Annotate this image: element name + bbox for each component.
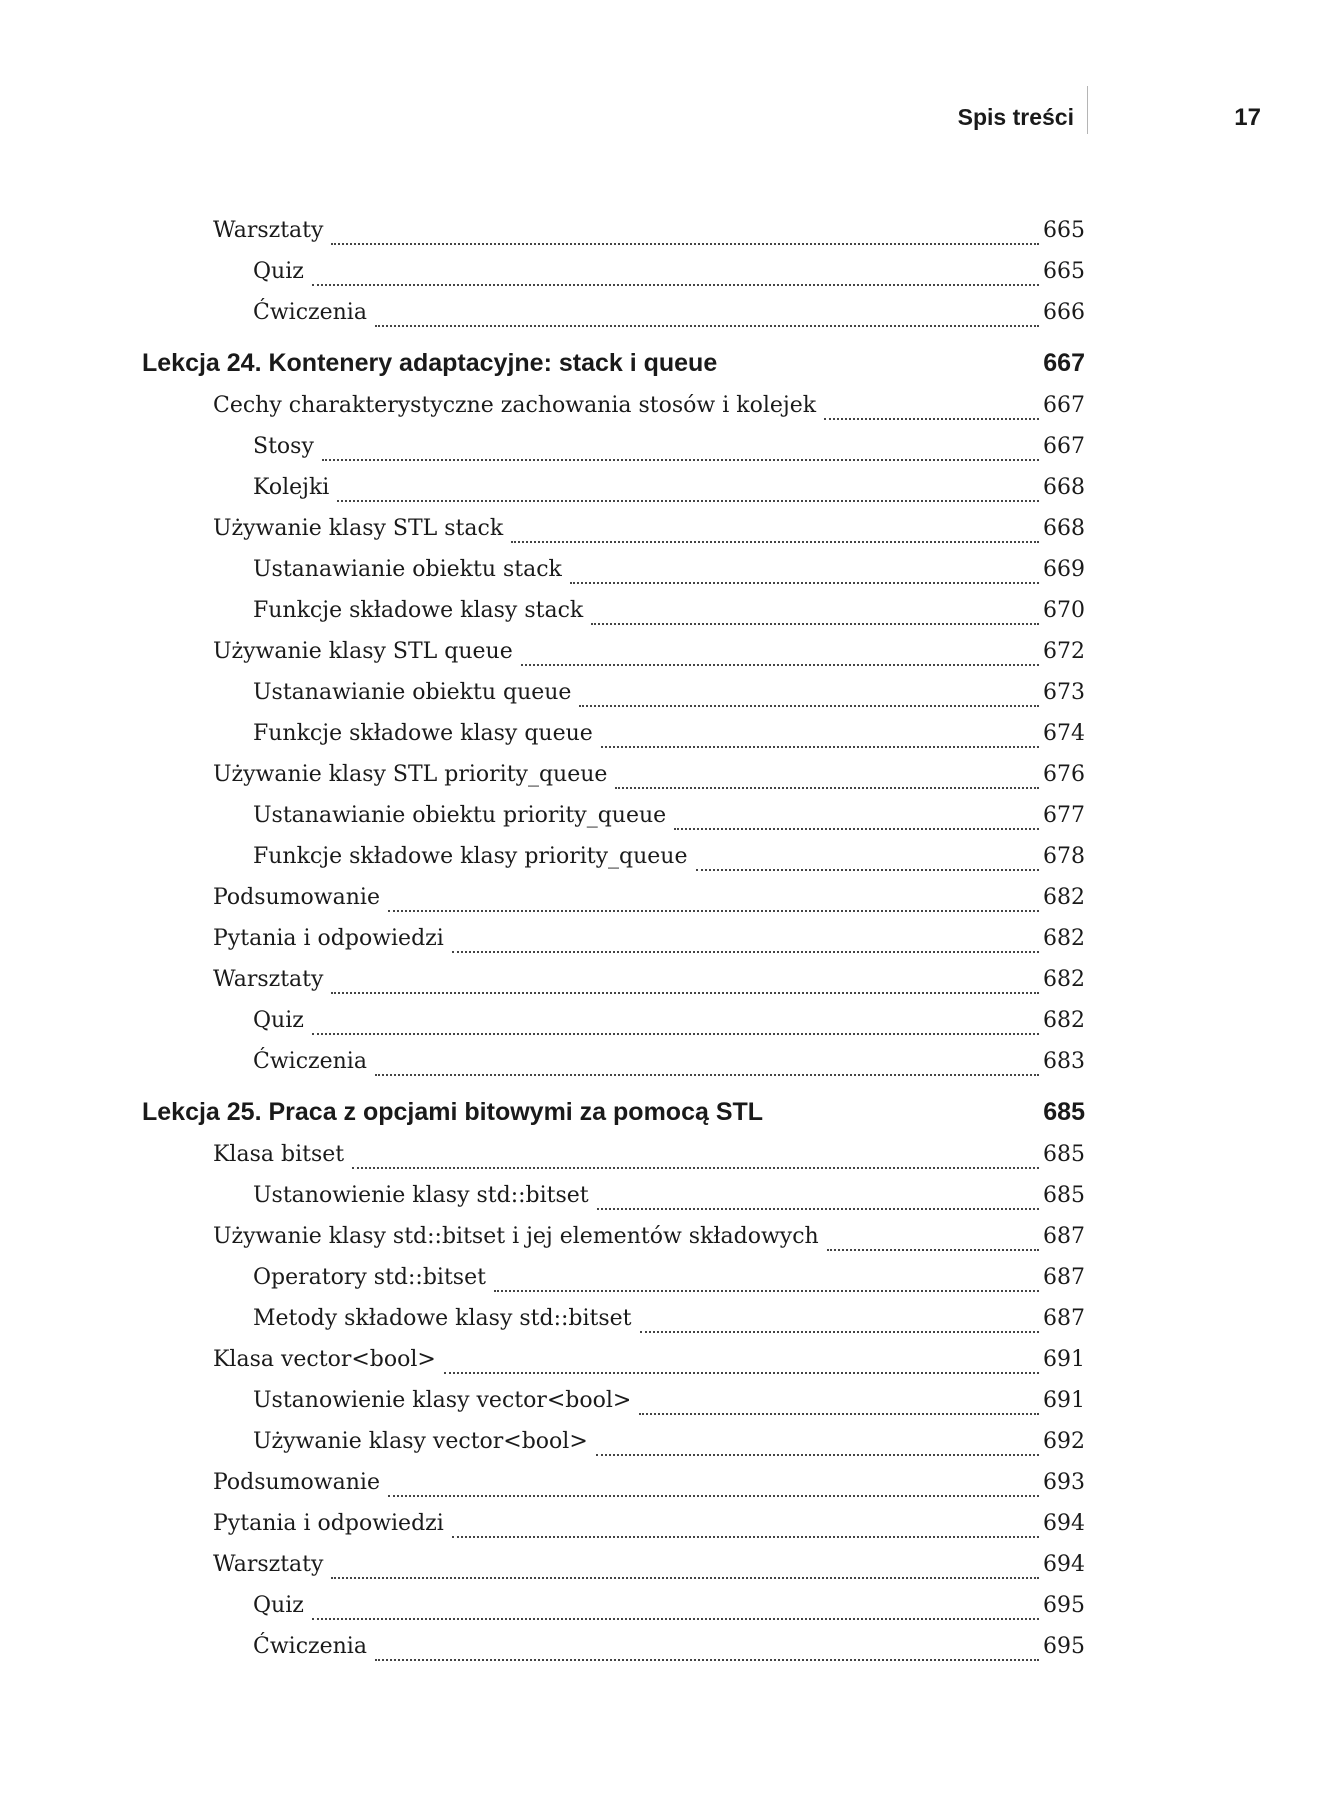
- toc-entry: [142, 590, 1085, 631]
- toc-entry: [142, 1585, 1085, 1626]
- toc-entry: [142, 1626, 1085, 1667]
- dot-leader: [352, 1165, 1039, 1169]
- entry-title: Podsumowanie: [213, 1470, 380, 1495]
- entry-title: Quiz: [253, 1008, 304, 1033]
- dot-leader: [579, 703, 1039, 707]
- dot-leader: [452, 1534, 1039, 1538]
- dot-leader: [375, 1072, 1039, 1076]
- entry-page-number: 682: [1043, 967, 1085, 992]
- dot-leader: [388, 908, 1039, 912]
- dot-leader: [322, 457, 1039, 461]
- dot-leader: [615, 785, 1039, 789]
- entry-title: Quiz: [253, 1593, 304, 1618]
- entry-page-number: 665: [1043, 218, 1085, 243]
- toc-entry: [142, 959, 1085, 1000]
- entry-page-number: 695: [1043, 1593, 1085, 1618]
- entry-title: Pytania i odpowiedzi: [213, 926, 444, 951]
- entry-page-number: 682: [1043, 926, 1085, 951]
- entry-page-number: 683: [1043, 1049, 1085, 1074]
- toc-entry: [142, 1380, 1085, 1421]
- entry-title: Używanie klasy STL queue: [213, 639, 513, 664]
- entry-page-number: 694: [1043, 1511, 1085, 1536]
- dot-leader: [639, 1411, 1039, 1415]
- dot-leader: [494, 1288, 1039, 1292]
- entry-page-number: 678: [1043, 844, 1085, 869]
- dot-leader: [696, 867, 1040, 871]
- entry-page-number: 677: [1043, 803, 1085, 828]
- toc-entry: [142, 1298, 1085, 1339]
- entry-page-number: 669: [1043, 557, 1085, 582]
- dot-leader: [640, 1329, 1039, 1333]
- dot-leader: [452, 949, 1039, 953]
- lesson-page-number: 667: [1043, 349, 1085, 377]
- toc-entry: [142, 918, 1085, 959]
- entry-title: Pytania i odpowiedzi: [213, 1511, 444, 1536]
- entry-title: Używanie klasy STL priority_queue: [213, 762, 608, 787]
- entry-page-number: 670: [1043, 598, 1085, 623]
- running-head: [0, 100, 1339, 140]
- entry-title: Funkcje składowe klasy priority_queue: [253, 844, 688, 869]
- entry-title: Używanie klasy STL stack: [213, 516, 504, 541]
- entry-title: Ustanawianie obiektu priority_queue: [253, 803, 667, 828]
- dot-leader: [597, 1206, 1039, 1210]
- header-divider: [1087, 86, 1088, 134]
- toc-entry: [142, 549, 1085, 590]
- entry-page-number: 665: [1043, 259, 1085, 284]
- entry-title: Funkcje składowe klasy stack: [253, 598, 584, 623]
- entry-page-number: 687: [1043, 1265, 1085, 1290]
- entry-page-number: 668: [1043, 475, 1085, 500]
- entry-title: Cechy charakterystyczne zachowania stosów i kolejek: [213, 393, 817, 418]
- entry-page-number: 682: [1043, 1008, 1085, 1033]
- entry-title: Ćwiczenia: [253, 1049, 367, 1074]
- toc-entry: [142, 1000, 1085, 1041]
- dot-leader: [388, 1493, 1039, 1497]
- entry-page-number: 667: [1043, 393, 1085, 418]
- dot-leader: [521, 662, 1039, 666]
- entry-page-number: 691: [1043, 1388, 1085, 1413]
- toc-entry: [142, 508, 1085, 549]
- dot-leader: [824, 416, 1039, 420]
- entry-page-number: 682: [1043, 885, 1085, 910]
- lesson-page-number: 685: [1043, 1098, 1085, 1126]
- entry-page-number: 668: [1043, 516, 1085, 541]
- toc-entry: [142, 1257, 1085, 1298]
- toc-entry: [142, 877, 1085, 918]
- lesson-title: Lekcja 25. Praca z opcjami bitowymi za pomocą STL: [142, 1098, 764, 1126]
- entry-page-number: 666: [1043, 300, 1085, 325]
- toc-entry: [142, 1544, 1085, 1585]
- toc-entry: [142, 1421, 1085, 1462]
- entry-title: Używanie klasy vector<bool>: [253, 1429, 588, 1454]
- dot-leader: [570, 580, 1039, 584]
- entry-page-number: 673: [1043, 680, 1085, 705]
- toc-entry: [142, 1503, 1085, 1544]
- dot-leader: [674, 826, 1039, 830]
- toc-entry: [142, 426, 1085, 467]
- toc-entry: [142, 251, 1085, 292]
- dot-leader: [596, 1452, 1039, 1456]
- entry-page-number: 687: [1043, 1306, 1085, 1331]
- entry-title: Warsztaty: [213, 218, 324, 243]
- entry-title: Klasa vector<bool>: [213, 1347, 436, 1372]
- dot-leader: [444, 1370, 1039, 1374]
- dot-leader: [312, 282, 1039, 286]
- entry-page-number: 685: [1043, 1183, 1085, 1208]
- toc-entry: [142, 1041, 1085, 1082]
- page-number: 17: [1234, 104, 1261, 131]
- toc-entry: [142, 292, 1085, 333]
- toc-entry: [142, 1175, 1085, 1216]
- entry-title: Kolejki: [253, 475, 330, 500]
- entry-page-number: 676: [1043, 762, 1085, 787]
- dot-leader: [331, 1575, 1039, 1579]
- toc-entry: [142, 713, 1085, 754]
- entry-title: Ustanawianie obiektu queue: [253, 680, 572, 705]
- toc-entry: [142, 836, 1085, 877]
- entry-page-number: 693: [1043, 1470, 1085, 1495]
- entry-page-number: 695: [1043, 1634, 1085, 1659]
- entry-page-number: 672: [1043, 639, 1085, 664]
- entry-title: Stosy: [253, 434, 314, 459]
- entry-title: Metody składowe klasy std::bitset: [253, 1306, 632, 1331]
- entry-page-number: 667: [1043, 434, 1085, 459]
- toc-entry: [142, 210, 1085, 251]
- dot-leader: [331, 990, 1039, 994]
- dot-leader: [312, 1031, 1039, 1035]
- entry-title: Ustanowienie klasy vector<bool>: [253, 1388, 632, 1413]
- toc-entry: [142, 385, 1085, 426]
- dot-leader: [601, 744, 1039, 748]
- entry-title: Ćwiczenia: [253, 300, 367, 325]
- entry-title: Używanie klasy std::bitset i jej elementów składowych: [213, 1224, 819, 1249]
- entry-title: Ustanawianie obiektu stack: [253, 557, 562, 582]
- entry-title: Ustanowienie klasy std::bitset: [253, 1183, 589, 1208]
- entry-title: Podsumowanie: [213, 885, 380, 910]
- entry-title: Quiz: [253, 259, 304, 284]
- entry-title: Warsztaty: [213, 967, 324, 992]
- toc-entry: [142, 754, 1085, 795]
- entry-page-number: 685: [1043, 1142, 1085, 1167]
- toc-entry: [142, 1216, 1085, 1257]
- dot-leader: [827, 1247, 1039, 1251]
- dot-leader: [375, 323, 1039, 327]
- dot-leader: [337, 498, 1039, 502]
- entry-page-number: 692: [1043, 1429, 1085, 1454]
- entry-title: Funkcje składowe klasy queue: [253, 721, 593, 746]
- toc-lesson-heading: [142, 333, 1085, 385]
- entry-title: Ćwiczenia: [253, 1634, 367, 1659]
- table-of-contents: [142, 210, 1085, 1667]
- toc-entry: [142, 467, 1085, 508]
- dot-leader: [312, 1616, 1039, 1620]
- dot-leader: [591, 621, 1039, 625]
- toc-lesson-heading: [142, 1082, 1085, 1134]
- entry-page-number: 694: [1043, 1552, 1085, 1577]
- dot-leader: [511, 539, 1039, 543]
- entry-title: Warsztaty: [213, 1552, 324, 1577]
- entry-title: Operatory std::bitset: [253, 1265, 486, 1290]
- entry-page-number: 691: [1043, 1347, 1085, 1372]
- toc-entry: [142, 1462, 1085, 1503]
- entry-title: Klasa bitset: [213, 1142, 345, 1167]
- entry-page-number: 674: [1043, 721, 1085, 746]
- lesson-title: Lekcja 24. Kontenery adaptacyjne: stack i queue: [142, 349, 718, 377]
- section-title: Spis treści: [957, 104, 1074, 130]
- toc-entry: [142, 795, 1085, 836]
- toc-entry: [142, 672, 1085, 713]
- dot-leader: [331, 241, 1039, 245]
- entry-page-number: 687: [1043, 1224, 1085, 1249]
- dot-leader: [375, 1657, 1039, 1661]
- toc-entry: [142, 631, 1085, 672]
- toc-entry: [142, 1339, 1085, 1380]
